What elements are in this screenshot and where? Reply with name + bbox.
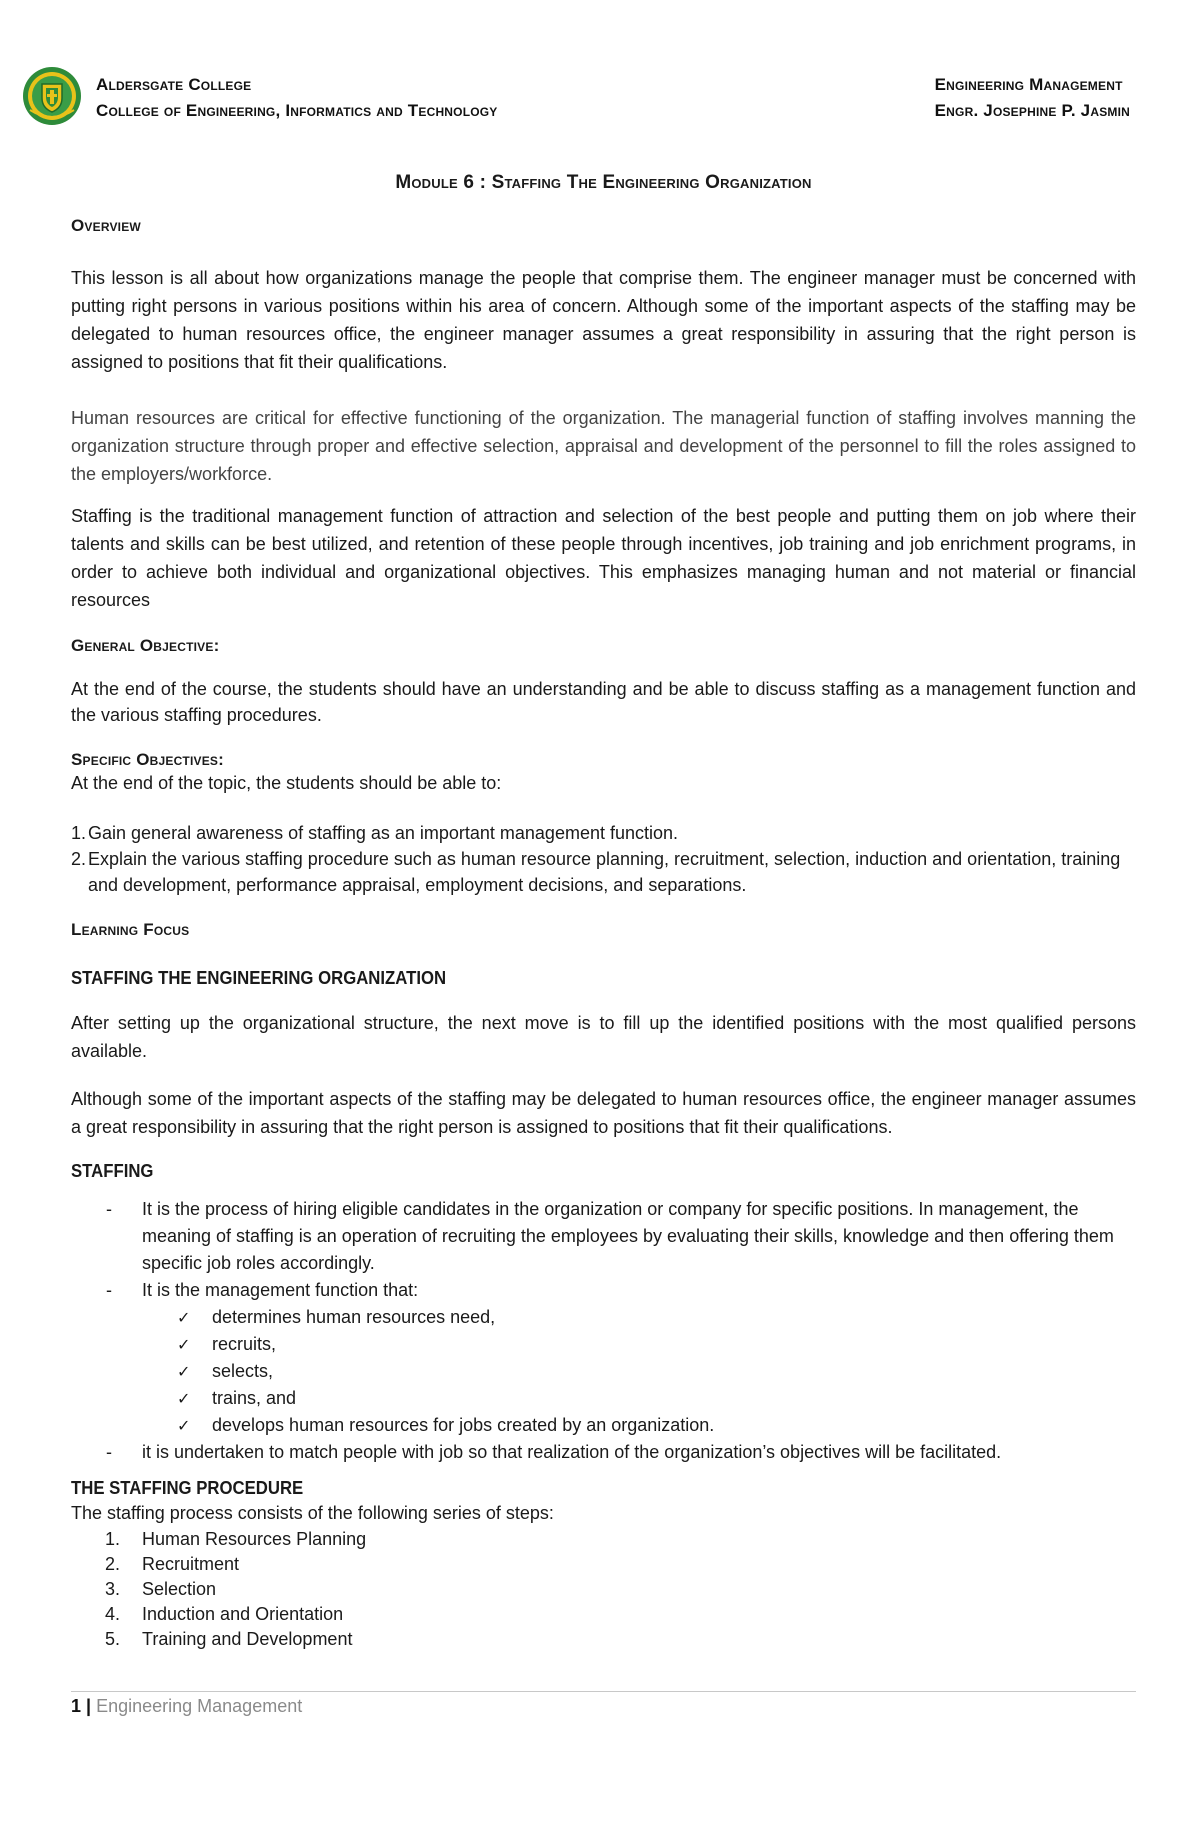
specific-objectives-intro: At the end of the topic, the students should be able to: (71, 773, 502, 793)
general-objective-text: At the end of the course, the students should have an understanding and be able to discuss staffing as a management function and the various staffing procedures. (71, 679, 1136, 725)
check-item: ✓ develops human resources for jobs created by an organization. (71, 1412, 1136, 1439)
checkmark-icon: ✓ (177, 1416, 191, 1435)
staffing-bullets-continued (71, 1439, 1136, 1466)
footer-label: Engineering Management (96, 1696, 303, 1716)
list-item: - it is undertaken to match people with job so that realization of the organization’s objectives will be facilitated. (106, 1442, 1002, 1462)
checkmark-icon: ✓ (177, 1389, 191, 1408)
list-item: 2. Recruitment (105, 1554, 240, 1574)
document-body (71, 172, 1136, 1652)
page-header (20, 66, 1130, 126)
staffing-org-heading: STAFFING THE ENGINEERING ORGANIZATION (71, 968, 447, 988)
check-item: ✓ trains, and (71, 1385, 1136, 1412)
checkmark-icon: ✓ (177, 1308, 191, 1327)
staffing-procedure-intro: The staffing process consists of the following series of steps: (71, 1503, 554, 1523)
check-item: ✓ determines human resources need, (71, 1304, 1136, 1331)
checkmark-icon: ✓ (177, 1335, 191, 1354)
specific-objectives-heading: Specific Objectives: (71, 750, 224, 769)
overview-paragraph-1: This lesson is all about how organizations manage the people that comprise them. The engineer manager must be concerned with putting right persons in various positions within his area of concern. Although some of the important aspects of the staffing may be delegated to human resources office, the engineer manager assumes a great responsibility in assuring that the right person is assigned to positions that fit their qualifications. (71, 268, 1136, 372)
overview-paragraph-3: Staffing is the traditional management function of attraction and selection of the best people and putting them on job where their talents and skills can be best utilized, and retention of these people through incentives, job training and job enrichment programs, in order to achieve both individual and organizational objectives. This emphasizes managing human and not material or financial resources (71, 506, 1136, 610)
page-number: 1 | (71, 1696, 92, 1716)
college-seal-logo (20, 66, 84, 126)
general-objective-heading: General Objective: (71, 636, 220, 655)
course-name: Engineering Management (934, 75, 1123, 94)
staffing-heading: STAFFING (71, 1161, 154, 1181)
staffing-bullets (71, 1196, 1136, 1304)
list-item: 2. Explain the various staffing procedure such as human resource planning, recruitment, selection, induction and orientation, training and development, performance appraisal, employment decisions, and separations. (71, 849, 1121, 895)
check-item: ✓ recruits, (71, 1331, 1136, 1358)
learning-focus-heading: Learning Focus (71, 920, 190, 939)
staffing-org-paragraph-2: Although some of the important aspects of the staffing may be delegated to human resources office, the engineer manager assumes a great responsibility in assuring that the right person is assigned to positions that fit their qualifications. (71, 1089, 1136, 1137)
list-item: - It is the process of hiring eligible candidates in the organization or company for specific positions. In management, the meaning of staffing is an operation of recruiting the employees by evaluating their skills, knowledge and then offering them specific job roles accordingly. (106, 1199, 1114, 1273)
college-name: College of Engineering, Informatics and Technology (96, 101, 498, 120)
specific-objectives-list (71, 820, 1136, 898)
module-title: Module 6 : Staffing The Engineering Organization (395, 172, 812, 193)
staffing-procedure-steps (71, 1527, 1136, 1652)
page-footer (71, 1696, 302, 1717)
instructor-name: Engr. Josephine P. Jasmin (934, 101, 1130, 120)
overview-heading: Overview (71, 216, 141, 235)
list-item: 5. Training and Development (105, 1629, 353, 1649)
staffing-org-paragraph-1: After setting up the organizational structure, the next move is to fill up the identified positions with the most qualified persons available. (71, 1013, 1136, 1061)
list-item: 4. Induction and Orientation (105, 1604, 344, 1624)
staffing-function-checklist (71, 1304, 1136, 1439)
checkmark-icon: ✓ (177, 1362, 191, 1381)
overview-paragraph-2: Human resources are critical for effective functioning of the organization. The managerial function of staffing involves manning the organization structure through proper and effective selection, appraisal and development of the personnel to fill the roles assigned to the employers/workforce. (71, 408, 1136, 484)
list-item: 1. Gain general awareness of staffing as an important management function. (71, 823, 679, 843)
staffing-procedure-heading: THE STAFFING PROCEDURE (71, 1478, 304, 1498)
check-item: ✓ selects, (71, 1358, 1136, 1385)
list-item: 3. Selection (105, 1579, 217, 1599)
institution-name: Aldersgate College (96, 75, 252, 94)
footer-divider (71, 1691, 1136, 1692)
list-item: 1. Human Resources Planning (105, 1529, 367, 1549)
list-item: - It is the management function that: (106, 1280, 419, 1300)
